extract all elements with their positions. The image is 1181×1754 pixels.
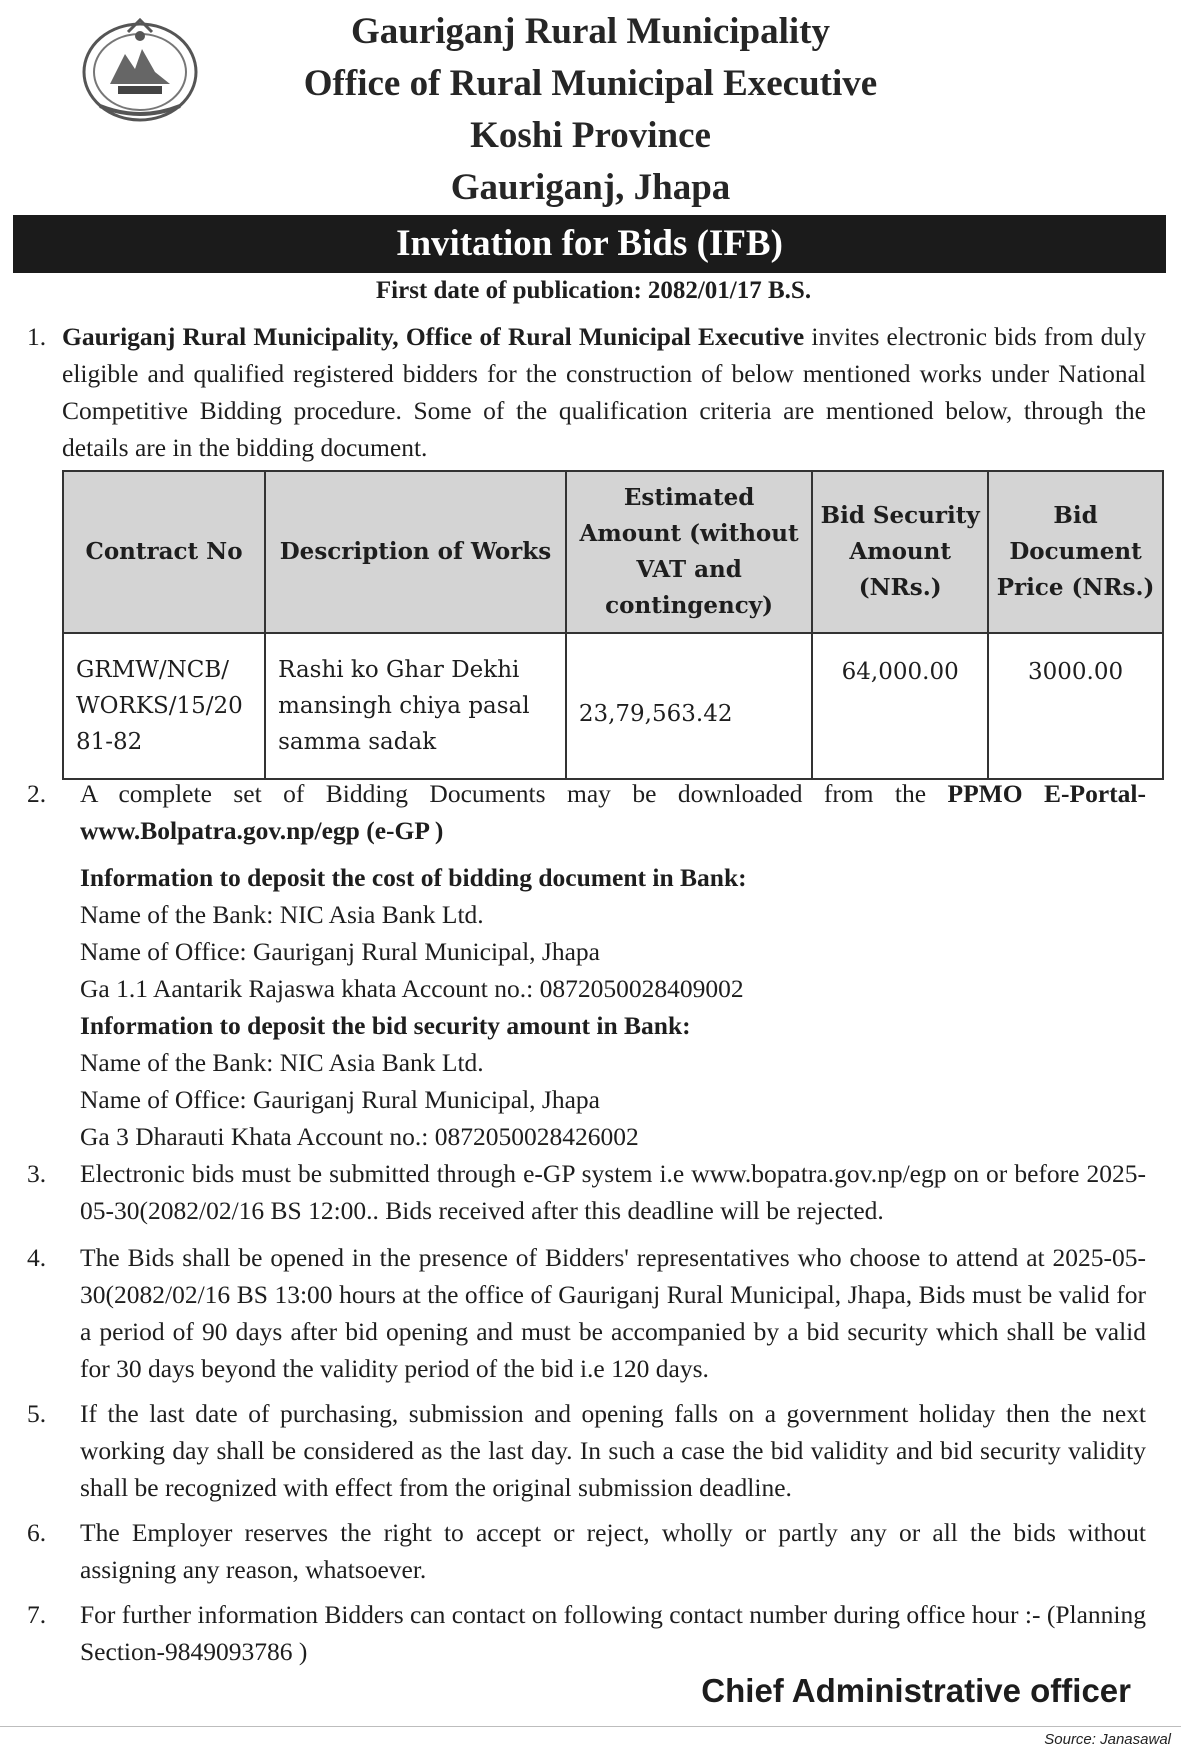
bank-1-account: Ga 1.1 Aantarik Rajaswa khata Account no.: 0872050028409002 [80,974,744,1003]
document-price-cell: 3000.00 [988,633,1163,779]
description-cell: Rashi ko Ghar Dekhi mansingh chiya pasal samma sadak [265,633,566,779]
publication-date-label: First date of publication: [375,277,642,304]
item-number: 2. [27,779,47,808]
page-title: Invitation for Bids (IFB) [13,215,1166,273]
item-7-paragraph: For further information Bidders can contact on following contact number during office hour :- (Planning Section-9849093786 ) [80,1600,1147,1666]
item-number: 6. [27,1518,47,1547]
contract-no-cell: GRMW/NCB/WORKS/15/2081-82 [63,633,265,779]
publication-date-value: 2082/01/17 B.S. [647,277,812,304]
item-1-text: invites electronic bids from duly eligible and qualified registered bidders for the construction of below mentioned works under National Competitive Bidding procedure. Some of the qualification criteria are mentioned below, through the details are in the bidding document. [62,322,1146,462]
item-4-paragraph: The Bids shall be opened in the presence of Bidders' representatives who choose to attend at 2025-05-30(2082/02/16 BS 13:00 hours at the office of Gauriganj Rural Municipal, Jhapa, Bids must be valid for a period of 90 days after bid opening and must be accompanied by a bid security which shall be valid for 30 days beyond the validity period of the bid i.e 120 days. [80,1243,1146,1383]
table-header: Bid Security Amount (NRs.) [812,471,988,633]
table-header: Estimated Amount (without VAT and contingency) [566,471,813,633]
bank-1-name: Name of the Bank: NIC Asia Bank Ltd. [80,900,484,929]
table-row [63,633,1163,779]
province-name: Koshi Province [470,115,711,156]
item-5-paragraph: If the last date of purchasing, submission and opening falls on a government holiday then the next working day shall be considered as the last day. In such a case the bid validity and bid security validity shall be recognized with effect from the original submission deadline. [80,1399,1146,1502]
publication-date [0,273,1181,309]
bank-2-name: Name of the Bank: NIC Asia Bank Ltd. [80,1048,484,1077]
bank-1-heading: Information to deposit the cost of bidding document in Bank: [80,863,747,892]
bid-security-cell: 64,000.00 [812,633,988,779]
divider [0,1726,1181,1727]
office-header [0,6,1181,214]
item-number: 7. [27,1600,47,1629]
item-2-text: A complete set of Bidding Documents may be downloaded from the [80,779,948,808]
office-name: Office of Rural Municipal Executive [303,63,878,104]
item-2-paragraph [80,775,1146,849]
signature-title: Chief Administrative officer [701,1672,1131,1709]
bank-2-account: Ga 3 Dharauti Khata Account no.: 0872050028426002 [80,1122,639,1151]
item-number: 4. [27,1243,47,1272]
bank-2-office: Name of Office: Gauriganj Rural Municipal, Jhapa [80,1085,600,1114]
location-name: Gauriganj, Jhapa [450,167,731,208]
item-6-paragraph: The Employer reserves the right to accept or reject, wholly or partly any or all the bids without assigning any reason, whatsoever. [80,1518,1146,1584]
estimated-amount-cell: 23,79,563.42 [566,633,813,779]
item-3-paragraph: Electronic bids must be submitted through e-GP system i.e www.bopatra.gov.np/egp on or before 2025-05-30(2082/02/16 BS 12:00.. Bids received after this deadline will be rejected. [80,1159,1146,1225]
municipality-name: Gauriganj Rural Municipality [351,11,830,52]
bank-2-heading: Information to deposit the bid security amount in Bank: [80,1011,691,1040]
bank-1-office: Name of Office: Gauriganj Rural Municipal, Jhapa [80,937,600,966]
table-header: Description of Works [265,471,566,633]
egp-portal-link[interactable]: PPMO E-Portal-www.Bolpatra.gov.np/egp (e-GP ) [80,779,1146,845]
table-header-row [63,471,1163,633]
table-header: Contract No [63,471,265,633]
works-table [62,470,1164,780]
item-number: 1. [27,322,47,351]
item-1-paragraph [62,318,1146,466]
item-number: 3. [27,1159,47,1188]
item-1-bold: Gauriganj Rural Municipality, Office of Rural Municipal Executive [62,322,805,351]
item-number: 5. [27,1399,47,1428]
bank-details [80,859,1146,1155]
table-header: Bid Document Price (NRs.) [988,471,1163,633]
source-credit: Source: Janasawal [1044,1731,1171,1748]
